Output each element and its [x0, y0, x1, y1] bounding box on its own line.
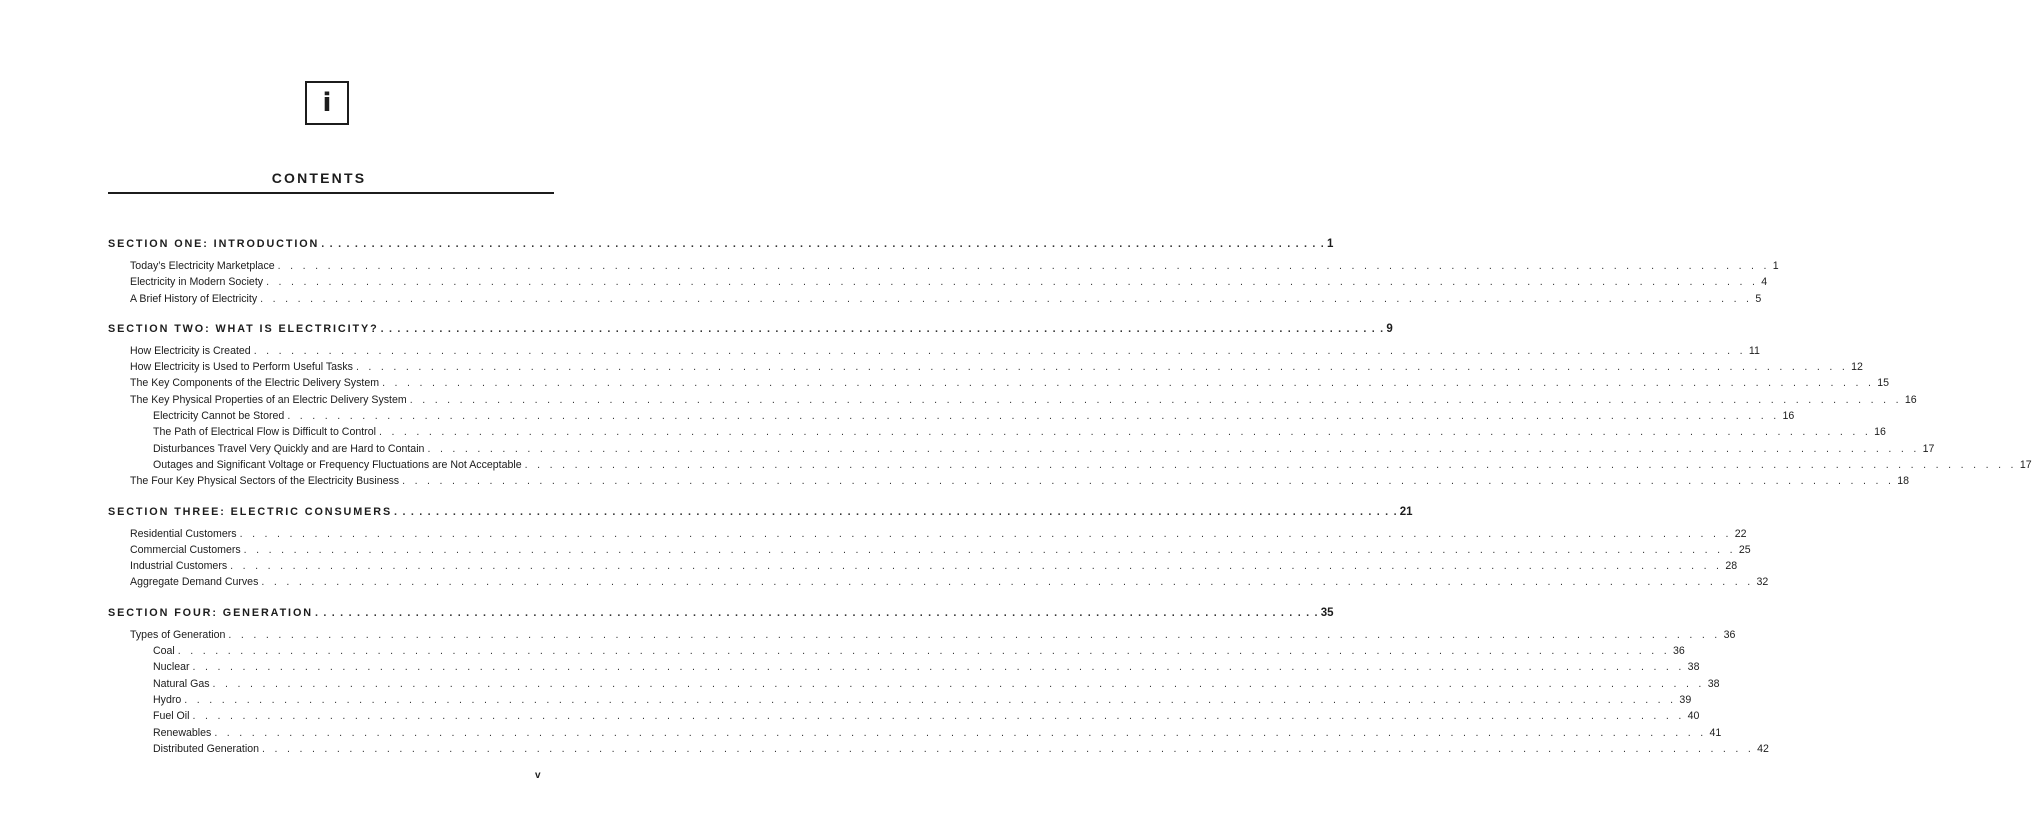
toc-entry-title: Industrial Customers — [130, 560, 228, 573]
toc-entry-title: Disturbances Travel Very Quickly and are Hard to Contain — [153, 442, 425, 455]
dot-leader: . . . . . . . . . . . . . . . . . . . . . . . . . . . . . . . . . . . . . . . . . . . . . . . . . . . . . . . . . . . . . . . . . . . . . . . . . . . . . . . . . . . . . . . . . . . . . . . . . . . . . . . . . . . . . . . . . . . . . . . . — [192, 661, 1685, 674]
toc-entry[interactable] — [108, 458, 2032, 475]
toc-entry-title: Today’s Electricity Marketplace — [130, 260, 275, 272]
toc-entry-title: The Path of Electrical Flow is Difficult to Control — [153, 426, 376, 439]
dot-leader: . . . . . . . . . . . . . . . . . . . . . . . . . . . . . . . . . . . . . . . . . . . . . . . . . . . . . . . . . . . . . . . . . . . . . . . . . . . . . . . . . . . . . . . . . . . . . . . . . . . . . . . . . . . . . . . . . . . . . . . . — [524, 458, 2017, 471]
toc-entry[interactable] — [108, 726, 1722, 743]
title-rule — [108, 192, 554, 194]
dot-leader: . . . . . . . . . . . . . . . . . . . . . . . . . . . . . . . . . . . . . . . . . . . . . . . . . . . . . . . . . . . . . . . . . . . . . . . . . . . . . . . . . . . . . . . . . . . . . . . . . . . . . . . . . . . . . . . . . . . . . . . . — [214, 726, 1707, 739]
toc-entry-title: How Electricity is Used to Perform Useful Tasks — [130, 361, 353, 374]
toc-section-heading-title: SECTION ONE: INTRODUCTION — [108, 238, 320, 250]
toc-entry[interactable] — [108, 426, 1886, 442]
toc-entry-page-number: 38 — [1687, 661, 1700, 674]
dot-leader: . . . . . . . . . . . . . . . . . . . . . . . . . . . . . . . . . . . . . . . . . . . . . . . . . . . . . . . . . . . . . . . . . . . . . . . . . . . . . . . . . . . . . . . . . . . . . . . . . . . . . . . . . . . . . . . . . . . . . . . . — [230, 560, 1723, 573]
toc-entry-title: Renewables — [153, 726, 212, 739]
toc-entry-title: Fuel Oil — [153, 710, 190, 723]
toc-section-heading-page-number: 35 — [1320, 606, 1334, 619]
dot-leader: . . . . . . . . . . . . . . . . . . . . . . . . . . . . . . . . . . . . . . . . . . . . . . . . . . . . . . . . . . . . . . . . . . . . . . . . . . . . . . . . . . . . . . . . . . . . . . . . . . . . . . . . . . . . . . . . . . . . . . . . — [266, 276, 1759, 289]
toc-entry[interactable] — [108, 628, 1736, 645]
toc-entry-title: Types of Generation — [130, 628, 226, 641]
page-title: CONTENTS — [271, 170, 367, 186]
toc-entry[interactable] — [108, 710, 1700, 726]
toc-entry-title: Outages and Significant Voltage or Frequency Fluctuations are Not Acceptable — [153, 458, 522, 471]
toc-entry-page-number: 22 — [1734, 527, 1747, 540]
toc-entry-title: Electricity Cannot be Stored — [153, 410, 285, 423]
toc-entry-title: The Key Components of the Electric Delivery System — [130, 377, 380, 390]
toc-section-heading[interactable] — [108, 322, 1393, 345]
toc-entry-page-number: 4 — [1761, 276, 1768, 289]
toc-entry-page-number: 17 — [1922, 442, 1935, 455]
toc-entry-page-number: 36 — [1672, 645, 1685, 658]
toc-entry[interactable] — [108, 410, 1795, 426]
toc-section — [108, 322, 2032, 492]
toc-entry[interactable] — [108, 527, 1747, 544]
toc-section-heading-title: SECTION TWO: WHAT IS ELECTRICITY? — [108, 322, 379, 335]
toc-entry[interactable] — [108, 442, 1935, 459]
toc-entry-title: The Four Key Physical Sectors of the Electricity Business — [130, 475, 400, 488]
toc-entry[interactable] — [108, 475, 1910, 491]
toc-entry[interactable] — [108, 543, 1751, 560]
toc-section — [108, 606, 1769, 759]
dot-leader: . . . . . . . . . . . . . . . . . . . . . . . . . . . . . . . . . . . . . . . . . . . . . . . . . . . . . . . . . . . . . . . . . . . . . . . . . . . . . . . . . . . . . . . . . . . . . . . . . . . . . . . . . . . . . . . . . . . . . . . . — [427, 442, 1920, 455]
toc-entry[interactable] — [108, 361, 1863, 377]
toc-entry-page-number: 15 — [1877, 377, 1890, 390]
dot-leader: . . . . . . . . . . . . . . . . . . . . . . . . . . . . . . . . . . . . . . . . . . . . . . . . . . . . . . . . . . . . . . . . . . . . . . . . . . . . . . . . . . . . . . . . . . . . . . . . . . . . . . . . . . . . . . . . . . . . . . . . — [261, 576, 1754, 589]
toc-entry-title: A Brief History of Electricity — [130, 292, 258, 305]
toc-entry-page-number: 16 — [1782, 410, 1795, 423]
toc-entry-title: How Electricity is Created — [130, 344, 251, 357]
toc-entry[interactable] — [108, 292, 1762, 309]
dot-leader: . . . . . . . . . . . . . . . . . . . . . . . . . . . . . . . . . . . . . . . . . . . . . . . . . . . . . . . . . . . . . . . . . . . . . . . . . . . . . . . . . . . . . . . . . . . . . . . . . . . . . . . . . . . . . . . . . . . . . . . . — [394, 505, 1398, 518]
dot-leader: . . . . . . . . . . . . . . . . . . . . . . . . . . . . . . . . . . . . . . . . . . . . . . . . . . . . . . . . . . . . . . . . . . . . . . . . . . . . . . . . . . . . . . . . . . . . . . . . . . . . . . . . . . . . . . . . . . . . . . . . — [382, 377, 1875, 390]
toc-entry-page-number: 42 — [1757, 742, 1769, 755]
dot-leader: . . . . . . . . . . . . . . . . . . . . . . . . . . . . . . . . . . . . . . . . . . . . . . . . . . . . . . . . . . . . . . . . . . . . . . . . . . . . . . . . . . . . . . . . . . . . . . . . . . . . . . . . . . . . . . . . . . . . . . . . — [321, 238, 1325, 250]
toc-section-heading-page-number: 9 — [1386, 322, 1393, 335]
toc-entry-page-number: 18 — [1897, 475, 1910, 488]
dot-leader: . . . . . . . . . . . . . . . . . . . . . . . . . . . . . . . . . . . . . . . . . . . . . . . . . . . . . . . . . . . . . . . . . . . . . . . . . . . . . . . . . . . . . . . . . . . . . . . . . . . . . . . . . . . . . . . . . . . . . . . . — [378, 426, 1872, 439]
toc-entry-title: Hydro — [153, 693, 182, 706]
dot-leader: . . . . . . . . . . . . . . . . . . . . . . . . . . . . . . . . . . . . . . . . . . . . . . . . . . . . . . . . . . . . . . . . . . . . . . . . . . . . . . . . . . . . . . . . . . . . . . . . . . . . . . . . . . . . . . . . . . . . . . . . — [228, 628, 1721, 641]
dot-leader: . . . . . . . . . . . . . . . . . . . . . . . . . . . . . . . . . . . . . . . . . . . . . . . . . . . . . . . . . . . . . . . . . . . . . . . . . . . . . . . . . . . . . . . . . . . . . . . . . . . . . . . . . . . . . . . . . . . . . . . . — [192, 710, 1685, 723]
toc-entry-page-number: 17 — [2019, 458, 2032, 471]
toc-entry[interactable] — [108, 344, 1760, 361]
toc-entry-page-number: 16 — [1874, 426, 1886, 439]
toc-entry-page-number: 41 — [1709, 726, 1722, 739]
toc-entry-title: Nuclear — [153, 661, 190, 674]
dot-leader: . . . . . . . . . . . . . . . . . . . . . . . . . . . . . . . . . . . . . . . . . . . . . . . . . . . . . . . . . . . . . . . . . . . . . . . . . . . . . . . . . . . . . . . . . . . . . . . . . . . . . . . . . . . . . . . . . . . . . . . . — [260, 292, 1753, 305]
dot-leader: . . . . . . . . . . . . . . . . . . . . . . . . . . . . . . . . . . . . . . . . . . . . . . . . . . . . . . . . . . . . . . . . . . . . . . . . . . . . . . . . . . . . . . . . . . . . . . . . . . . . . . . . . . . . . . . . . . . . . . . . — [212, 677, 1705, 690]
dot-leader: . . . . . . . . . . . . . . . . . . . . . . . . . . . . . . . . . . . . . . . . . . . . . . . . . . . . . . . . . . . . . . . . . . . . . . . . . . . . . . . . . . . . . . . . . . . . . . . . . . . . . . . . . . . . . . . . . . . . . . . . — [277, 260, 1770, 272]
toc-section-heading[interactable] — [108, 606, 1334, 629]
toc-entry[interactable] — [108, 377, 1890, 393]
toc-section-heading[interactable] — [108, 505, 1413, 528]
toc-entry[interactable] — [108, 576, 1769, 592]
toc-entry-title: Distributed Generation — [153, 742, 259, 755]
toc-entry-title: Electricity in Modern Society — [130, 276, 264, 289]
dot-leader: . . . . . . . . . . . . . . . . . . . . . . . . . . . . . . . . . . . . . . . . . . . . . . . . . . . . . . . . . . . . . . . . . . . . . . . . . . . . . . . . . . . . . . . . . . . . . . . . . . . . . . . . . . . . . . . . . . . . . . . . — [409, 393, 1902, 406]
toc-entry[interactable] — [108, 693, 1692, 710]
toc-entry-page-number: 16 — [1904, 393, 1917, 406]
toc-entry[interactable] — [108, 260, 1779, 276]
toc-section-heading-page-number: 21 — [1399, 505, 1413, 518]
toc-section-heading-page-number: 1 — [1327, 238, 1334, 250]
table-of-contents — [108, 238, 2032, 773]
toc-entry-page-number: 25 — [1738, 543, 1751, 556]
toc-entry-page-number: 32 — [1756, 576, 1769, 589]
toc-entry-title: Residential Customers — [130, 527, 237, 540]
chapter-number-box — [305, 81, 349, 125]
toc-entry-page-number: 5 — [1755, 292, 1762, 305]
dot-leader: . . . . . . . . . . . . . . . . . . . . . . . . . . . . . . . . . . . . . . . . . . . . . . . . . . . . . . . . . . . . . . . . . . . . . . . . . . . . . . . . . . . . . . . . . . . . . . . . . . . . . . . . . . . . . . . . . . . . . . . . — [239, 527, 1732, 540]
toc-entry-page-number: 28 — [1725, 560, 1738, 573]
dot-leader: . . . . . . . . . . . . . . . . . . . . . . . . . . . . . . . . . . . . . . . . . . . . . . . . . . . . . . . . . . . . . . . . . . . . . . . . . . . . . . . . . . . . . . . . . . . . . . . . . . . . . . . . . . . . . . . . . . . . . . . . — [262, 742, 1755, 755]
toc-entry[interactable] — [108, 560, 1738, 576]
dot-leader: . . . . . . . . . . . . . . . . . . . . . . . . . . . . . . . . . . . . . . . . . . . . . . . . . . . . . . . . . . . . . . . . . . . . . . . . . . . . . . . . . . . . . . . . . . . . . . . . . . . . . . . . . . . . . . . . . . . . . . . . — [355, 361, 1849, 374]
toc-section-heading-title: SECTION THREE: ELECTRIC CONSUMERS — [108, 505, 393, 518]
dot-leader: . . . . . . . . . . . . . . . . . . . . . . . . . . . . . . . . . . . . . . . . . . . . . . . . . . . . . . . . . . . . . . . . . . . . . . . . . . . . . . . . . . . . . . . . . . . . . . . . . . . . . . . . . . . . . . . . . . . . . . . . — [287, 410, 1780, 423]
toc-entry-page-number: 11 — [1748, 344, 1760, 357]
dot-leader: . . . . . . . . . . . . . . . . . . . . . . . . . . . . . . . . . . . . . . . . . . . . . . . . . . . . . . . . . . . . . . . . . . . . . . . . . . . . . . . . . . . . . . . . . . . . . . . . . . . . . . . . . . . . . . . . . . . . . . . . — [380, 322, 1385, 335]
dot-leader: . . . . . . . . . . . . . . . . . . . . . . . . . . . . . . . . . . . . . . . . . . . . . . . . . . . . . . . . . . . . . . . . . . . . . . . . . . . . . . . . . . . . . . . . . . . . . . . . . . . . . . . . . . . . . . . . . . . . . . . . — [177, 645, 1670, 658]
dot-leader: . . . . . . . . . . . . . . . . . . . . . . . . . . . . . . . . . . . . . . . . . . . . . . . . . . . . . . . . . . . . . . . . . . . . . . . . . . . . . . . . . . . . . . . . . . . . . . . . . . . . . . . . . . . . . . . . . . . . . . . . — [402, 475, 1895, 488]
toc-entry-page-number: 39 — [1679, 693, 1692, 706]
toc-entry-title: Natural Gas — [153, 677, 210, 690]
toc-entry[interactable] — [108, 393, 1917, 410]
toc-entry-page-number: 36 — [1723, 628, 1736, 641]
toc-section — [108, 238, 1779, 309]
toc-section-heading[interactable] — [108, 238, 1334, 260]
dot-leader: . . . . . . . . . . . . . . . . . . . . . . . . . . . . . . . . . . . . . . . . . . . . . . . . . . . . . . . . . . . . . . . . . . . . . . . . . . . . . . . . . . . . . . . . . . . . . . . . . . . . . . . . . . . . . . . . . . . . . . . . — [253, 344, 1746, 357]
dot-leader: . . . . . . . . . . . . . . . . . . . . . . . . . . . . . . . . . . . . . . . . . . . . . . . . . . . . . . . . . . . . . . . . . . . . . . . . . . . . . . . . . . . . . . . . . . . . . . . . . . . . . . . . . . . . . . . . . . . . . . . . — [243, 543, 1736, 556]
toc-entry-page-number: 12 — [1851, 361, 1863, 374]
toc-entry-title: The Key Physical Properties of an Electric Delivery System — [130, 393, 407, 406]
toc-entry[interactable] — [108, 677, 1720, 694]
toc-entry[interactable] — [108, 661, 1700, 677]
dot-leader: . . . . . . . . . . . . . . . . . . . . . . . . . . . . . . . . . . . . . . . . . . . . . . . . . . . . . . . . . . . . . . . . . . . . . . . . . . . . . . . . . . . . . . . . . . . . . . . . . . . . . . . . . . . . . . . . . . . . . . . . — [184, 693, 1677, 706]
toc-entry-title: Coal — [153, 645, 175, 658]
page-folio: v — [535, 770, 541, 781]
toc-entry-page-number: 40 — [1687, 710, 1700, 723]
toc-entry[interactable] — [108, 276, 1768, 292]
toc-entry-title: Aggregate Demand Curves — [130, 576, 259, 589]
dot-leader: . . . . . . . . . . . . . . . . . . . . . . . . . . . . . . . . . . . . . . . . . . . . . . . . . . . . . . . . . . . . . . . . . . . . . . . . . . . . . . . . . . . . . . . . . . . . . . . . . . . . . . . . . . . . . . . . . . . . . . . . — [314, 606, 1319, 619]
toc-section — [108, 505, 1769, 593]
chapter-number: i — [322, 88, 332, 118]
toc-section-heading-title: SECTION FOUR: GENERATION — [108, 606, 313, 619]
toc-entry-page-number: 38 — [1707, 677, 1720, 690]
toc-entry-title: Commercial Customers — [130, 543, 241, 556]
toc-entry[interactable] — [108, 742, 1769, 759]
toc-entry-page-number: 1 — [1772, 260, 1779, 272]
toc-entry[interactable] — [108, 645, 1685, 661]
